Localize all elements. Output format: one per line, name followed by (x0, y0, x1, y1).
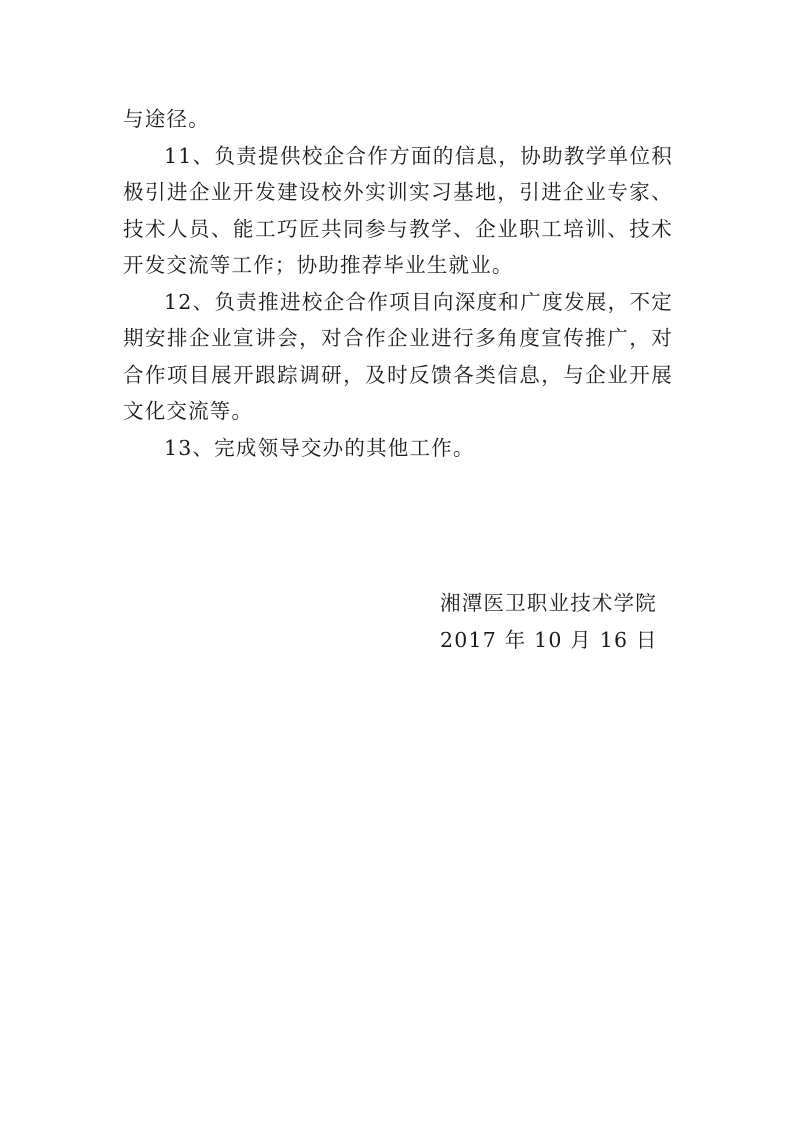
paragraph-continuation: 与途径。 (123, 107, 210, 131)
document-body (123, 101, 673, 466)
signature-block (440, 585, 658, 658)
paragraph-item-12: 12、负责推进校企合作项目向深度和广度发展，不定期安排企业宣讲会，对合作企业进行多角度宣传推广，对合作项目展开跟踪调研，及时反馈各类信息，与企业开展文化交流等。 (123, 289, 673, 423)
signature-date: 2017 年 10 月 16 日 (440, 627, 658, 652)
paragraph-item-13: 13、完成领导交办的其他工作。 (164, 435, 475, 460)
signature-organization: 湘潭医卫职业技术学院 (440, 591, 657, 615)
paragraph-item-11: 11、负责提供校企合作方面的信息，协助教学单位积极引进企业开发建设校外实训实习基地，引进企业专家、技术人员、能工巧匠共同参与教学、企业职工培训、技术开发交流等工作；协助推荐毕业生就业。 (123, 143, 673, 277)
